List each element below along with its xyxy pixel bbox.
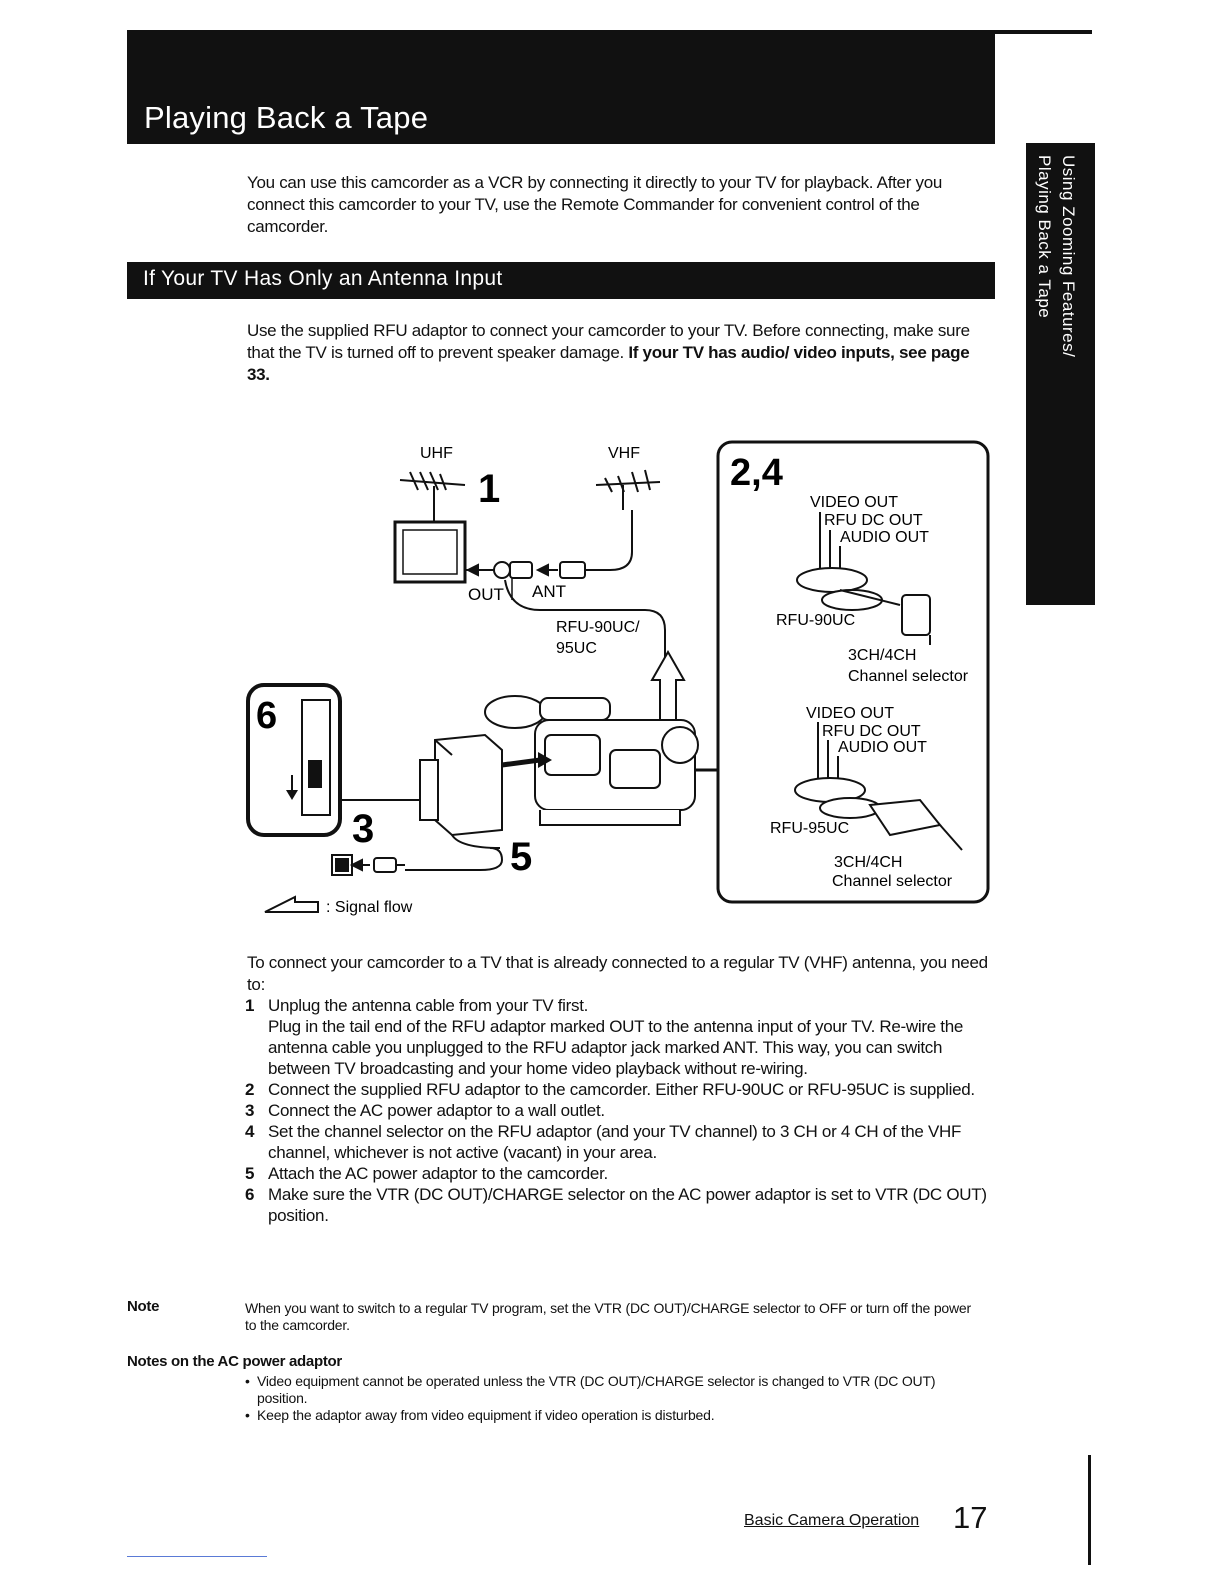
step-3-marker: 3 <box>352 807 375 851</box>
section-lead <box>247 320 992 386</box>
channel-a: 3CH/4CH <box>848 647 917 664</box>
intro-paragraph: You can use this camcorder as a VCR by connecting it directly to your TV for playback. After you connect this camcorder to your TV, use the Remote Commander for convenient control of the camcorder. <box>247 173 943 236</box>
notes-ac-list <box>243 1373 988 1424</box>
rfu-model-a: RFU-90UC/ <box>556 619 640 636</box>
step-24-marker: 2,4 <box>730 452 783 494</box>
channel-b: 3CH/4CH <box>834 854 903 871</box>
channel-selector-a: Channel selector <box>848 668 969 685</box>
rfu-connector <box>468 562 585 578</box>
rfu-90uc-label: RFU-90UC <box>776 612 856 629</box>
footer-section-label: Basic Camera Operation <box>744 1512 920 1529</box>
section-bar <box>127 262 995 299</box>
step-6-marker: 6 <box>256 695 278 737</box>
side-tab-line-1: Using Zooming Features/ <box>1059 155 1078 358</box>
uhf-label: UHF <box>420 445 453 462</box>
footer-rule <box>127 1556 267 1557</box>
tv-icon <box>395 522 465 582</box>
audio-out-label-b: AUDIO OUT <box>838 739 927 756</box>
uhf-antenna <box>400 472 465 522</box>
channel-selector-b: Channel selector <box>832 873 953 890</box>
wall-plug <box>332 855 405 875</box>
note-text: When you want to switch to a regular TV program, set the VTR (DC OUT)/CHARGE selector to OFF or turn off the power to the camcorder. <box>245 1300 971 1333</box>
audio-out-label-a: AUDIO OUT <box>840 529 929 546</box>
notes-ac-item-2: • Keep the adaptor away from video equipment if video operation is disturbed. <box>243 1407 988 1424</box>
video-out-label-a: VIDEO OUT <box>810 494 899 511</box>
title-bar <box>127 30 995 144</box>
ac-power-adaptor <box>420 735 502 835</box>
step-1: 1 Unplug the antenna cable from your TV first. Plug in the tail end of the RFU adaptor marked OUT to the antenna input of your TV. Re-wire the antenna cable you unplugged to the RFU adaptor jack marked ANT. This way, you can switch between TV broadcasting and your home video playback without re-wiring. <box>245 996 964 1078</box>
notes-ac-label: Notes on the AC power adaptor <box>127 1353 342 1370</box>
step-1-marker: 1 <box>478 467 501 511</box>
title-rule <box>995 30 1092 34</box>
connect-intro: To connect your camcorder to a TV that is already connected to a regular TV (VHF) antenna, you need to: <box>247 953 988 994</box>
signal-flow-icon <box>265 897 318 912</box>
section-lead-bold: If your TV has audio/ video inputs, see page 33. <box>247 343 970 384</box>
vhf-label: VHF <box>608 445 640 462</box>
step-5-marker: 5 <box>510 835 533 879</box>
step-4: 4 Set the channel selector on the RFU adaptor (and your TV channel) to 3 CH or 4 CH of the VHF channel, whichever is not active (vacant) in your area. <box>245 1122 962 1162</box>
ant-label: ANT <box>532 582 566 601</box>
side-tab-line-2: Playing Back a Tape <box>1035 155 1054 319</box>
page-title: Playing Back a Tape <box>144 100 429 135</box>
step-5: 5 Attach the AC power adaptor to the camcorder. <box>245 1164 608 1183</box>
connection-diagram <box>240 430 1000 930</box>
steps-list <box>245 995 995 1226</box>
video-out-label-b: VIDEO OUT <box>806 705 895 722</box>
notes-ac-item-1: • Video equipment cannot be operated unless the VTR (DC OUT)/CHARGE selector is changed to VTR (DC OUT) position. <box>243 1373 988 1407</box>
side-tab <box>1026 143 1095 605</box>
rfu-dc-out-label-b: RFU DC OUT <box>822 723 921 740</box>
out-label: OUT <box>468 585 504 604</box>
section-lead-text: Use the supplied RFU adaptor to connect your camcorder to your TV. Before connecting, make sure that the TV is turned off to prevent speaker damage. <box>247 321 970 362</box>
step-6: 6 Make sure the VTR (DC OUT)/CHARGE selector on the AC power adaptor is set to VTR (DC OUT) position. <box>245 1185 987 1225</box>
note-label: Note <box>127 1298 160 1315</box>
margin-rule <box>1088 1455 1091 1565</box>
signal-flow-label: : Signal flow <box>326 899 413 916</box>
rfu-95uc-label: RFU-95UC <box>770 820 850 837</box>
step-3: 3 Connect the AC power adaptor to a wall outlet. <box>245 1101 605 1120</box>
vhf-antenna <box>585 470 660 570</box>
rfu-model-b: 95UC <box>556 640 597 657</box>
page-number: 17 <box>953 1500 988 1535</box>
side-tab-text <box>1032 155 1080 357</box>
rfu-dc-out-label-a: RFU DC OUT <box>824 512 923 529</box>
signal-arrow <box>652 652 684 720</box>
section-title: If Your TV Has Only an Antenna Input <box>143 267 503 290</box>
step-2: 2 Connect the supplied RFU adaptor to the camcorder. Either RFU-90UC or RFU-95UC is supplied. <box>245 1080 975 1099</box>
